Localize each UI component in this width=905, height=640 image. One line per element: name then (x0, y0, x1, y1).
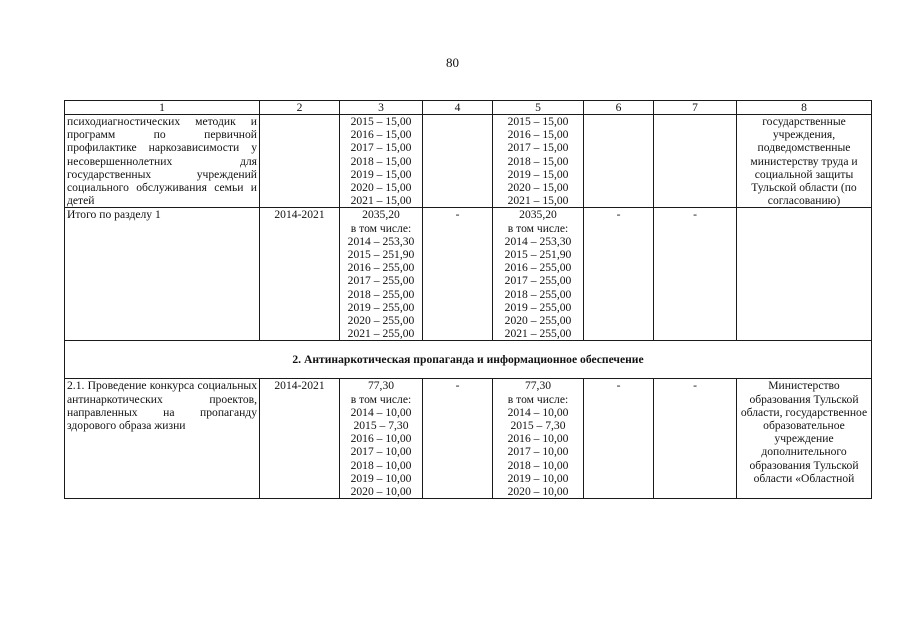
funding-line: 2018 – 10,00 (350, 458, 412, 472)
funding-line: 2016 – 10,00 (350, 432, 412, 446)
federal-funding-cell: - (423, 379, 493, 499)
funding-line: 2015 – 15,00 (350, 115, 412, 128)
local-funding-cell: - (584, 208, 654, 341)
federal-funding-cell (423, 115, 493, 208)
funding-line: 2018 – 255,00 (504, 287, 572, 301)
funding-line: 2015 – 251,90 (347, 248, 415, 262)
local-funding-cell (584, 115, 654, 208)
section-heading-row (65, 341, 872, 379)
funding-line: 2021 – 15,00 (507, 194, 569, 208)
funding-line: 2021 – 255,00 (347, 327, 415, 341)
funding-line: 2014 – 253,30 (347, 234, 415, 248)
table-row (65, 379, 872, 499)
funding-line: 2018 – 15,00 (350, 154, 412, 168)
funding-line: 2019 – 255,00 (504, 300, 572, 314)
local-funding-cell: - (584, 379, 654, 499)
funding-total-cell (340, 208, 423, 341)
funding-line: в том числе: (350, 221, 412, 235)
funding-line: 2020 – 15,00 (350, 181, 412, 195)
other-funding-cell: - (654, 379, 737, 499)
funding-line: 2014 – 10,00 (350, 405, 412, 419)
funding-line: 2017 – 255,00 (347, 274, 415, 288)
regional-funding-cell (493, 208, 584, 341)
funding-line: 2014 – 253,30 (504, 234, 572, 248)
program-table (64, 100, 872, 499)
funding-line: 2020 – 10,00 (507, 485, 569, 499)
funding-line: 2019 – 255,00 (347, 300, 415, 314)
header-cell: 1 (65, 101, 260, 115)
funding-line: 2035,20 (519, 208, 557, 222)
funding-line: 2017 – 10,00 (350, 445, 412, 459)
section-title: 2. Антинаркотическая пропаганда и информационное обеспечение (65, 341, 872, 379)
funding-line: 77,30 (367, 379, 395, 393)
header-cell: 7 (654, 101, 737, 115)
funding-line: 2020 – 15,00 (507, 181, 569, 195)
table-row-total (65, 208, 872, 341)
funding-line: в том числе: (507, 392, 569, 406)
funding-line: 2018 – 15,00 (507, 154, 569, 168)
funding-line: 2019 – 10,00 (507, 471, 569, 485)
regional-funding-cell (493, 379, 584, 499)
funding-line: 2020 – 255,00 (504, 314, 572, 328)
header-cell: 6 (584, 101, 654, 115)
funding-line: 2020 – 255,00 (347, 314, 415, 328)
funding-line: 2015 – 7,30 (353, 419, 409, 433)
activity-description: психодиагностических методик и программ по первичной профилактике наркозависимости у несовершеннолетних для государственных учреждений социального обслуживания семьи и детей (65, 115, 260, 208)
header-cell: 4 (423, 101, 493, 115)
funding-line: 77,30 (524, 379, 552, 393)
funding-line: 2017 – 10,00 (507, 445, 569, 459)
header-cell: 2 (260, 101, 340, 115)
funding-line: 2035,20 (362, 208, 400, 222)
funding-line: 2016 – 255,00 (347, 261, 415, 275)
header-cell: 5 (493, 101, 584, 115)
responsible-executor (737, 208, 872, 341)
table-row (65, 115, 872, 208)
funding-line: 2017 – 255,00 (504, 274, 572, 288)
funding-line: 2015 – 7,30 (510, 419, 566, 433)
responsible-executor: Министерство образования Тульской области, государственное образовательное учреждение дополнительного образования Тульской области «Областной (737, 379, 872, 499)
funding-line: 2015 – 251,90 (504, 248, 572, 262)
funding-line: 2020 – 10,00 (350, 485, 412, 499)
funding-line: 2021 – 255,00 (504, 327, 572, 341)
period-cell (260, 115, 340, 208)
page-number: 80 (446, 55, 459, 70)
funding-line: 2015 – 15,00 (507, 115, 569, 128)
responsible-executor: государственные учреждения, подведомственные министерству труда и социальной защиты Тульской области (по согласованию) (737, 115, 872, 208)
funding-line: 2016 – 15,00 (507, 128, 569, 142)
funding-line: 2014 – 10,00 (507, 405, 569, 419)
funding-line: 2021 – 15,00 (350, 194, 412, 208)
funding-line: 2017 – 15,00 (350, 141, 412, 155)
regional-funding-cell (493, 115, 584, 208)
activity-description: 2.1. Проведение конкурса социальных антинаркотических проектов, направленных на пропаганду здорового образа жизни (65, 379, 260, 499)
period-cell: 2014-2021 (260, 208, 340, 341)
funding-line: 2019 – 15,00 (350, 167, 412, 181)
period-cell: 2014-2021 (260, 379, 340, 499)
funding-line: в том числе: (350, 392, 412, 406)
header-cell: 3 (340, 101, 423, 115)
funding-line: 2019 – 15,00 (507, 167, 569, 181)
total-label: Итого по разделу 1 (65, 208, 260, 341)
header-row (65, 101, 872, 115)
funding-line: 2019 – 10,00 (350, 471, 412, 485)
funding-line: 2018 – 255,00 (347, 287, 415, 301)
funding-line: 2018 – 10,00 (507, 458, 569, 472)
funding-line: 2016 – 10,00 (507, 432, 569, 446)
header-cell: 8 (737, 101, 872, 115)
funding-line: 2016 – 15,00 (350, 128, 412, 142)
other-funding-cell (654, 115, 737, 208)
other-funding-cell: - (654, 208, 737, 341)
funding-line: 2016 – 255,00 (504, 261, 572, 275)
funding-total-cell (340, 115, 423, 208)
funding-total-cell (340, 379, 423, 499)
funding-line: в том числе: (507, 221, 569, 235)
funding-line: 2017 – 15,00 (507, 141, 569, 155)
federal-funding-cell: - (423, 208, 493, 341)
